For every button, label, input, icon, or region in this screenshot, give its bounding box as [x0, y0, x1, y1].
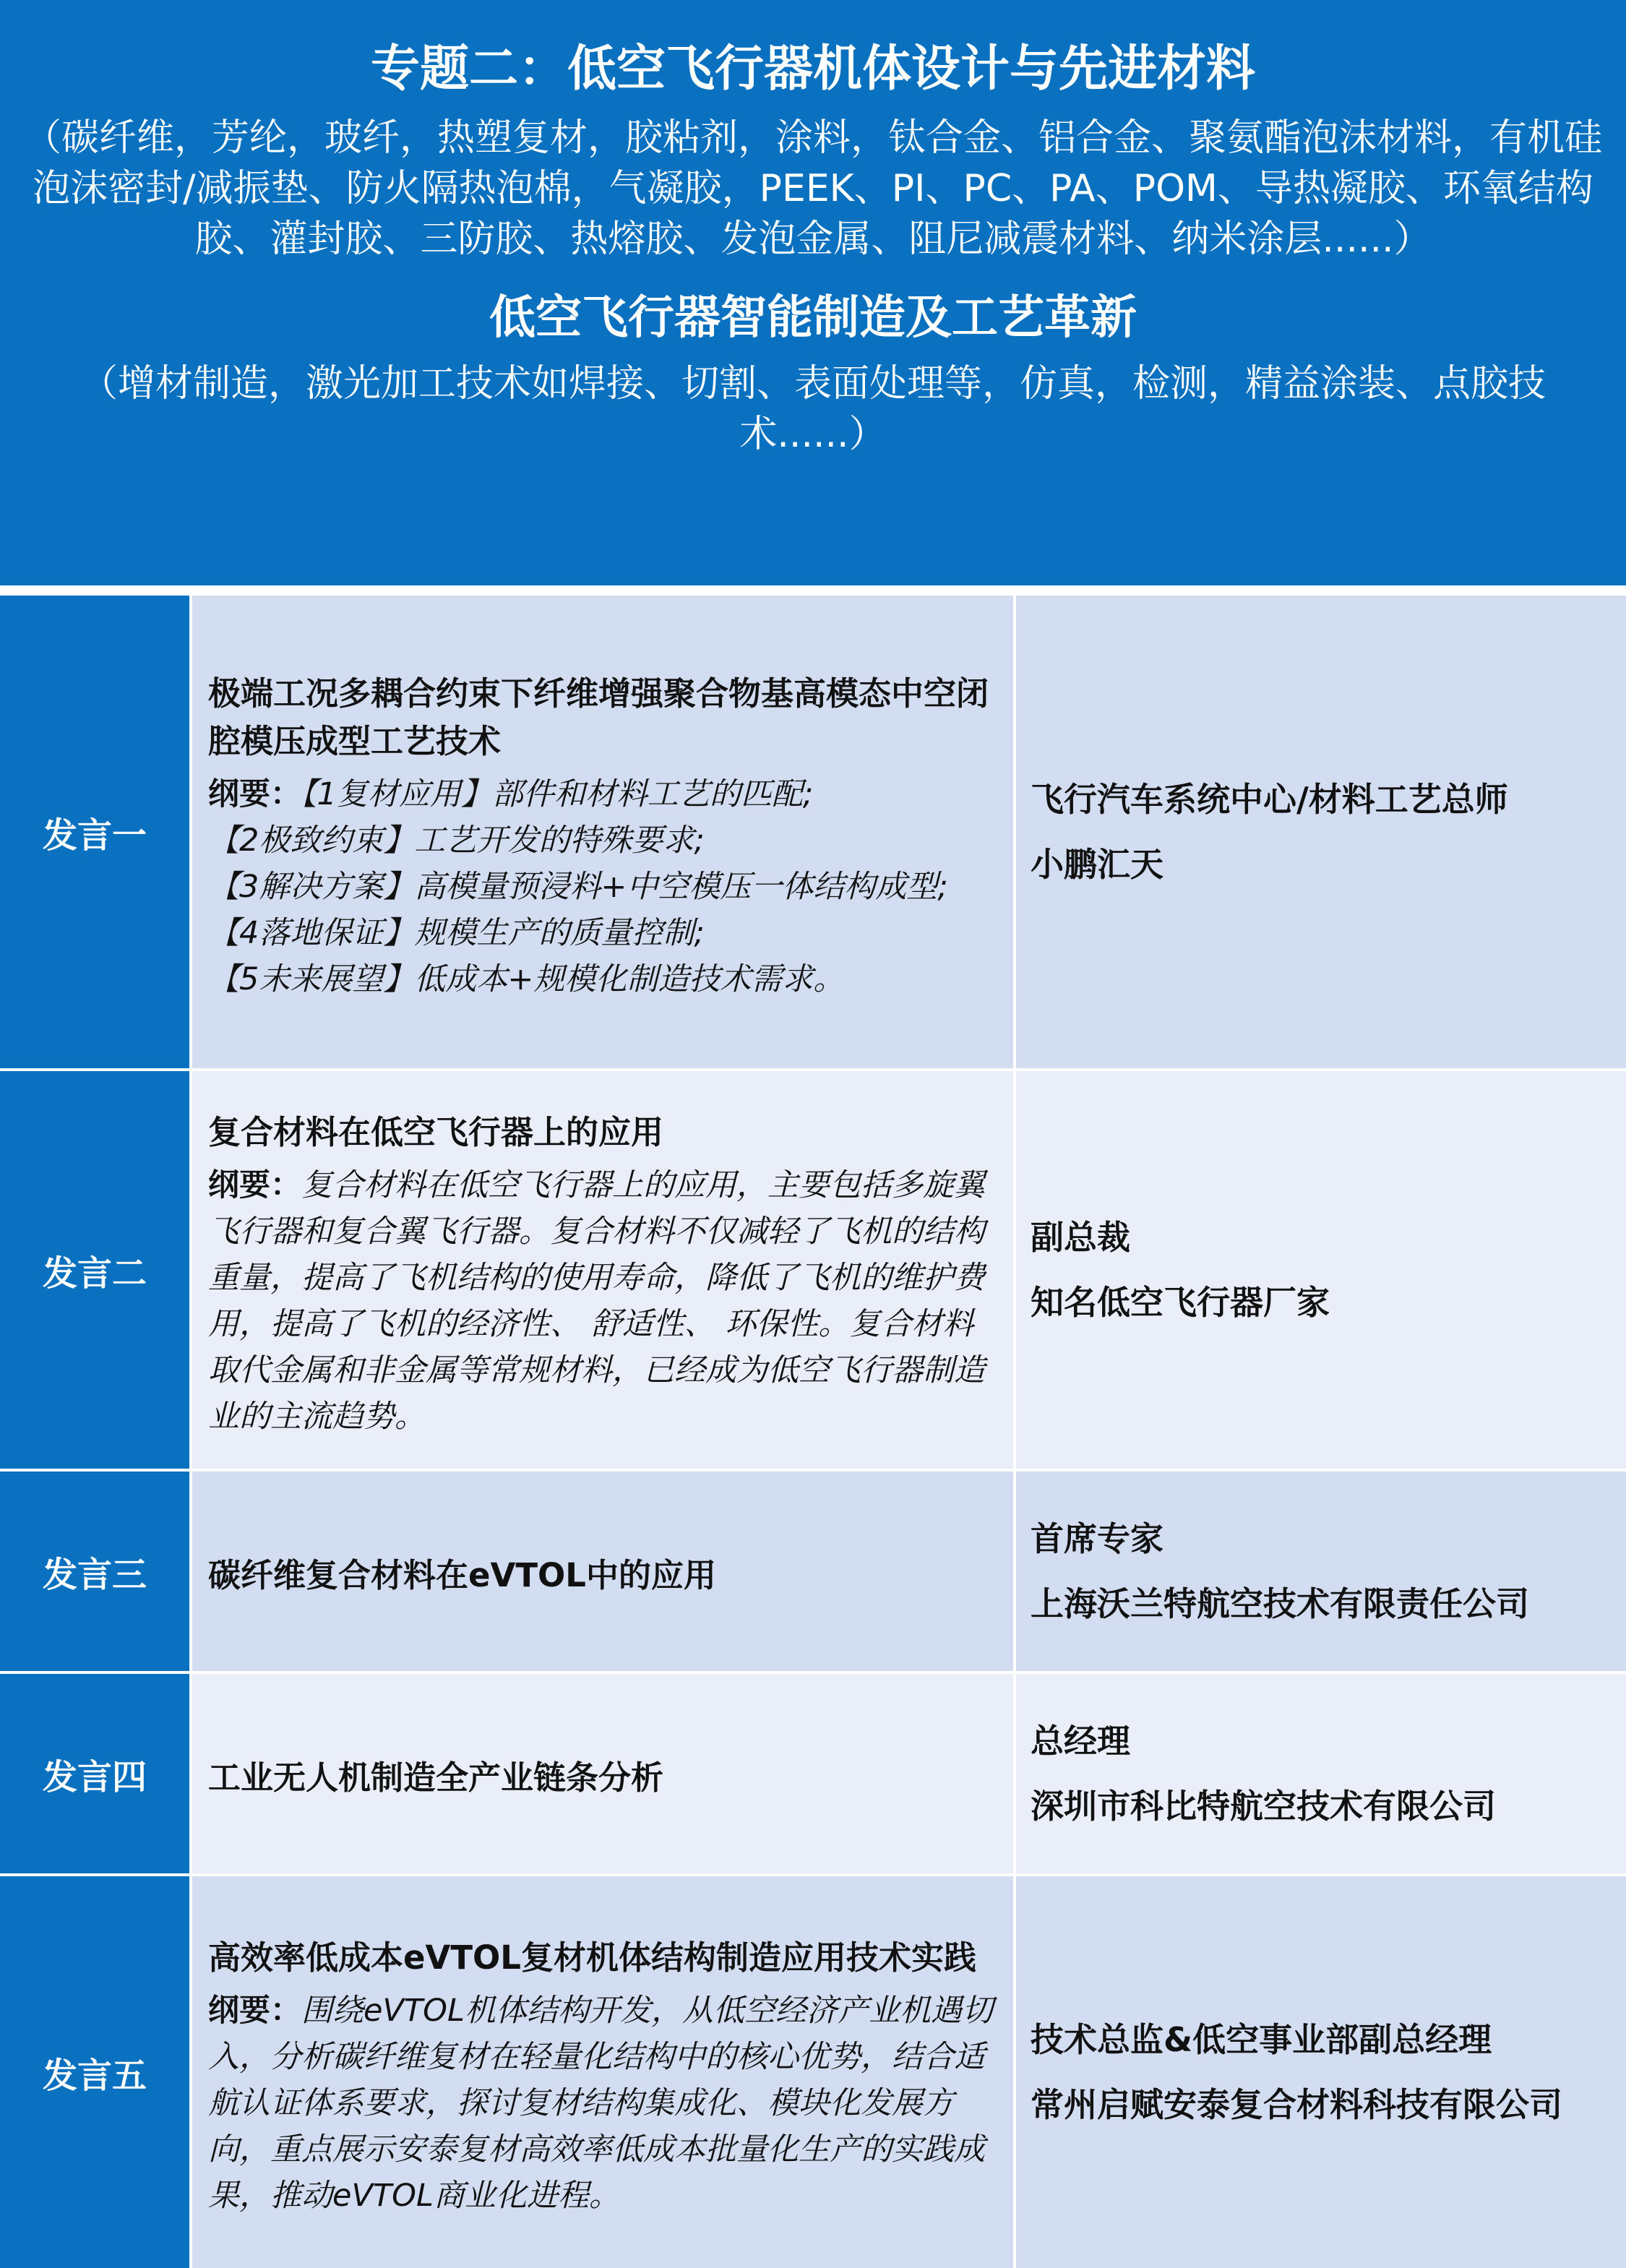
outline-label: 纲要： [208, 776, 301, 812]
outline-line: 【2极致约束】工艺开发的特殊要求; [208, 822, 705, 859]
outline-label: 纲要： [208, 1167, 301, 1203]
speaker-role: 飞行汽车系统中心/材料工艺总师 [1031, 780, 1508, 819]
processes-list: （增材制造，激光加工技术如焊接、切割、表面处理等，仿真，检测，精益涂装、点胶技术......） [79, 362, 1546, 456]
talk-speaker [1016, 1876, 1626, 2268]
talk-topic [192, 1876, 1013, 2268]
speaker-org: 上海沃兰特航空技术有限责任公司 [1031, 1584, 1529, 1623]
materials-list: （碳纤维，芳纶，玻纤，热塑复材，胶粘剂，涂料，钛合金、铝合金、聚氨酯泡沫材料，有机硅泡沫密封/减振垫、防火隔热泡棉，气凝胶，PEEK、PI、PC、PA、POM、导热凝胶、环氧结构胶、灌封胶、三防胶、热熔胶、发泡金属、阻尼减震材料、纳米涂层......） [23, 116, 1602, 261]
talk-title: 碳纤维复合材料在eVTOL中的应用 [208, 1556, 716, 1594]
talk-title: 极端工况多耦合约束下纤维增强聚合物基高模态中空闭腔模压成型工艺技术 [208, 674, 989, 760]
talk-label: 发言三 [0, 1472, 189, 1671]
speaker-org: 小鹏汇天 [1031, 845, 1163, 884]
talk-title: 工业无人机制造全产业链条分析 [208, 1758, 664, 1797]
speaker-org: 知名低空飞行器厂家 [1031, 1283, 1330, 1322]
outline-text: 复合材料在低空飞行器上的应用，主要包括多旋翼飞行器和复合翼飞行器。复合材料不仅减轻了飞机的结构重量，提高了飞机结构的使用寿命，降低了飞机的维护费用，提高了飞机的经济性、 舒适性、 环保性。复合材料取代金属和非金属等常规材料，已经成为低空飞行器制造业的主流趋势。 [208, 1167, 985, 1435]
talk-title: 高效率低成本eVTOL复材机体结构制造应用技术实践 [208, 1938, 976, 1977]
speaker-role: 技术总监&低空事业部副总经理 [1031, 2020, 1492, 2059]
outline-line: 【1复材应用】部件和材料工艺的匹配; [301, 776, 814, 812]
speaker-org: 常州启赋安泰复合材料科技有限公司 [1031, 2085, 1562, 2124]
speaker-role: 总经理 [1031, 1722, 1130, 1761]
topic-title: 专题二：低空飞行器机体设计与先进材料 [370, 40, 1255, 98]
outline-line: 【5未来展望】低成本+规模化制造技术需求。 [208, 961, 845, 997]
talk-label: 发言四 [0, 1674, 189, 1873]
outline-line: 【4落地保证】规模生产的质量控制; [208, 915, 705, 951]
talk-outline [208, 1162, 1002, 1440]
outline-text: 围绕eVTOL机体结构开发，从低空经济产业机遇切入，分析碳纤维复材在轻量化结构中的核心优势，结合适航认证体系要求，探讨复材结构集成化、模块化发展方向，重点展示安泰复材高效率低成本批量化生产的实践成果，推动eVTOL商业化进程。 [208, 1993, 993, 2214]
talk-topic [192, 596, 1013, 1068]
talk-topic [192, 1071, 1013, 1469]
speaker-role: 副总裁 [1031, 1218, 1130, 1257]
agenda-table [0, 596, 1626, 2268]
talk-speaker [1016, 1071, 1626, 1469]
outline-line: 【3解决方案】高模量预浸料+中空模压一体结构成型; [208, 869, 948, 905]
talk-label: 发言五 [0, 1876, 189, 2268]
speaker-role: 首席专家 [1031, 1519, 1163, 1558]
talk-speaker [1016, 596, 1626, 1068]
talk-topic [192, 1674, 1013, 1873]
talk-speaker [1016, 1674, 1626, 1873]
talk-label: 发言一 [0, 596, 189, 1068]
talk-outline [208, 771, 1002, 1002]
topic-header [0, 0, 1626, 585]
talk-speaker [1016, 1472, 1626, 1671]
talk-title: 复合材料在低空飞行器上的应用 [208, 1113, 664, 1151]
talk-label: 发言二 [0, 1071, 189, 1469]
talk-outline [208, 1988, 1002, 2219]
talk-topic [192, 1472, 1013, 1671]
outline-label: 纲要： [208, 1993, 301, 2029]
speaker-org: 深圳市科比特航空技术有限公司 [1031, 1787, 1496, 1826]
topic-subtitle: 低空飞行器智能制造及工艺革新 [489, 291, 1137, 345]
